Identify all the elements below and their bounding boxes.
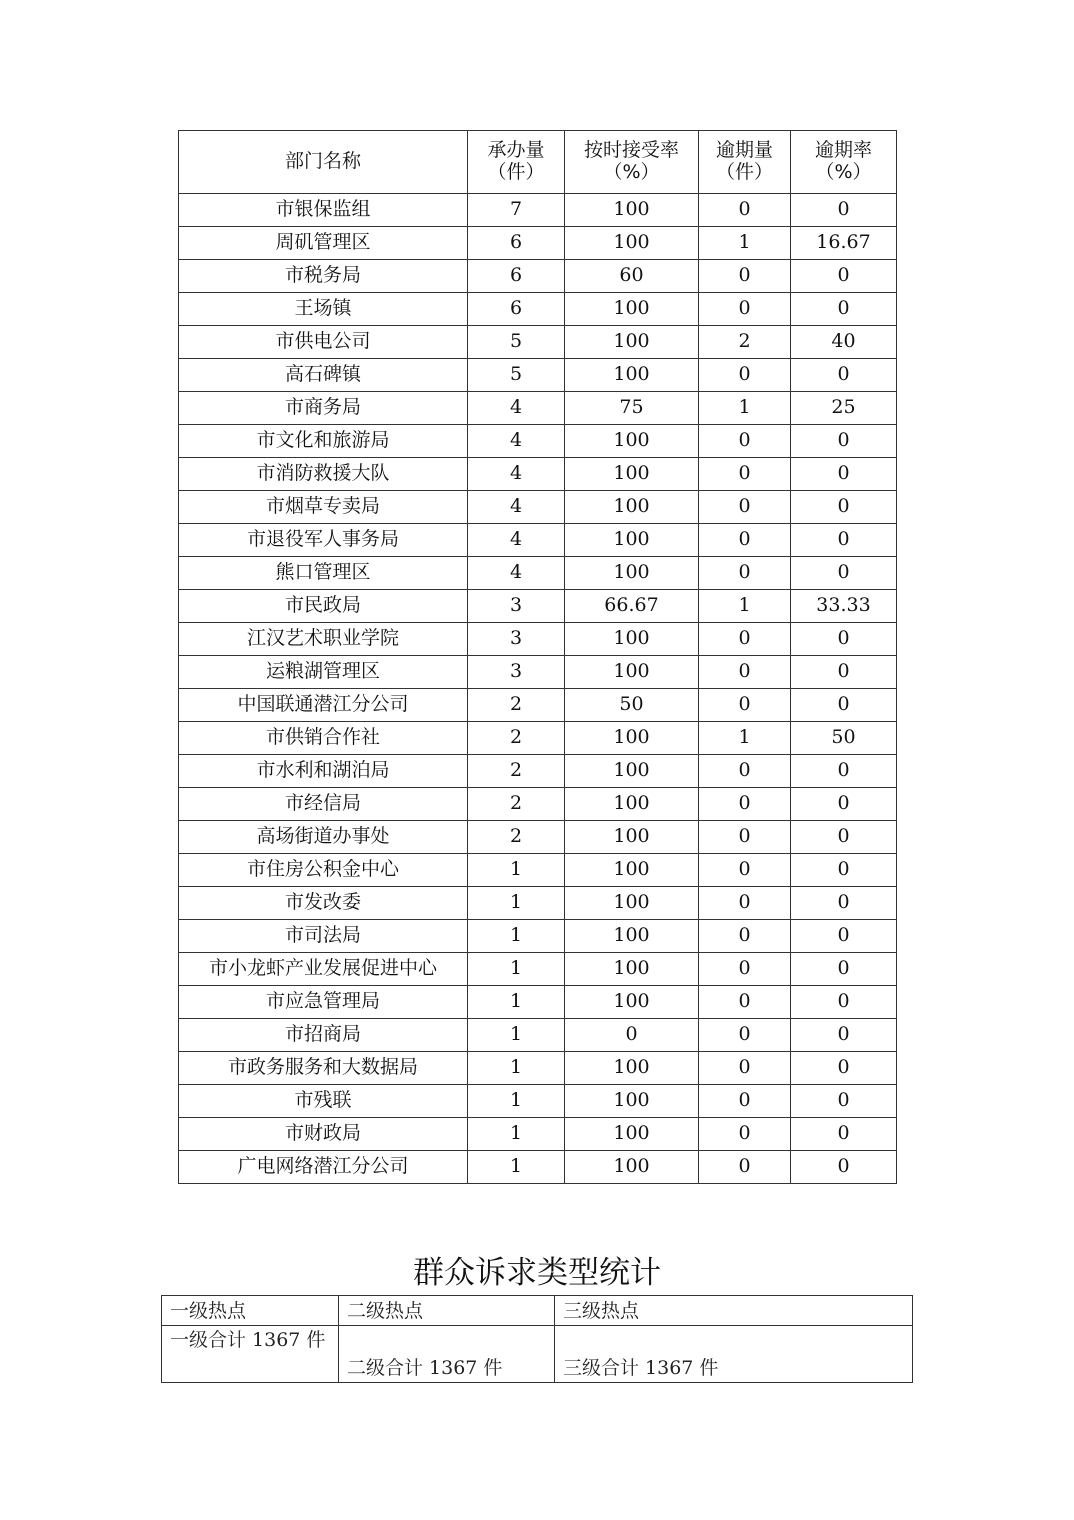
overdue-count: 0	[699, 689, 791, 722]
department-name: 市水利和湖泊局	[179, 755, 468, 788]
handled-count-header	[468, 131, 565, 194]
handled-count: 6	[468, 293, 565, 326]
table-row	[179, 1118, 897, 1151]
overdue-rate: 0	[791, 359, 897, 392]
table-row	[179, 920, 897, 953]
handled-count: 5	[468, 326, 565, 359]
handled-count: 1	[468, 1151, 565, 1184]
overdue-count: 0	[699, 755, 791, 788]
overdue-count: 0	[699, 260, 791, 293]
overdue-rate: 0	[791, 1019, 897, 1052]
header-row	[179, 131, 897, 194]
ontime-rate: 100	[565, 656, 699, 689]
ontime-rate: 100	[565, 326, 699, 359]
department-name: 市小龙虾产业发展促进中心	[179, 953, 468, 986]
department-name: 中国联通潜江分公司	[179, 689, 468, 722]
overdue-count: 0	[699, 293, 791, 326]
ontime-rate: 100	[565, 1052, 699, 1085]
ontime-rate: 100	[565, 1118, 699, 1151]
handled-count: 2	[468, 755, 565, 788]
department-name: 市银保监组	[179, 194, 468, 227]
department-name: 市消防救援大队	[179, 458, 468, 491]
overdue-rate: 0	[791, 425, 897, 458]
handled-count: 1	[468, 953, 565, 986]
handled-count: 1	[468, 986, 565, 1019]
overdue-rate-header	[791, 131, 897, 194]
overdue-count: 1	[699, 590, 791, 623]
overdue-count: 0	[699, 953, 791, 986]
section-title: 群众诉求类型统计	[413, 1255, 661, 1291]
handled-count: 1	[468, 920, 565, 953]
handled-count: 1	[468, 1118, 565, 1151]
overdue-count: 0	[699, 1151, 791, 1184]
table-row	[179, 1052, 897, 1085]
handled-count: 1	[468, 1019, 565, 1052]
department-name: 市商务局	[179, 392, 468, 425]
department-name: 王场镇	[179, 293, 468, 326]
department-name: 市政务服务和大数据局	[179, 1052, 468, 1085]
table-row	[179, 557, 897, 590]
department-name: 江汉艺术职业学院	[179, 623, 468, 656]
overdue-rate: 0	[791, 1118, 897, 1151]
department-name: 高场街道办事处	[179, 821, 468, 854]
table-row	[179, 194, 897, 227]
department-stats-table	[178, 130, 897, 1184]
overdue-rate: 0	[791, 293, 897, 326]
handled-count: 4	[468, 491, 565, 524]
department-name: 市烟草专卖局	[179, 491, 468, 524]
overdue-count: 0	[699, 1019, 791, 1052]
level3-total: 三级合计 1367 件	[555, 1326, 913, 1383]
ontime-rate-header-line2: （%）	[603, 161, 660, 183]
overdue-count: 0	[699, 623, 791, 656]
table-row	[179, 986, 897, 1019]
overdue-rate: 0	[791, 755, 897, 788]
overdue-rate: 0	[791, 689, 897, 722]
overdue-count: 1	[699, 392, 791, 425]
hotspot-type-table	[161, 1295, 913, 1383]
overdue-rate: 0	[791, 524, 897, 557]
level1-hotspot-header: 一级热点	[162, 1296, 339, 1326]
ontime-rate: 100	[565, 524, 699, 557]
handled-count: 6	[468, 227, 565, 260]
handled-count: 4	[468, 524, 565, 557]
overdue-rate: 0	[791, 953, 897, 986]
ontime-rate: 100	[565, 1151, 699, 1184]
ontime-rate: 100	[565, 854, 699, 887]
handled-count: 2	[468, 821, 565, 854]
hotspot-total-row	[162, 1326, 913, 1383]
overdue-count: 0	[699, 656, 791, 689]
department-name: 熊口管理区	[179, 557, 468, 590]
ontime-rate: 100	[565, 722, 699, 755]
department-name-header-line1: 部门名称	[284, 150, 361, 173]
table-row	[179, 524, 897, 557]
ontime-rate: 100	[565, 293, 699, 326]
overdue-rate: 0	[791, 557, 897, 590]
hotspot-header-row	[162, 1296, 913, 1326]
table-row	[179, 1019, 897, 1052]
table-row	[179, 392, 897, 425]
department-name: 市发改委	[179, 887, 468, 920]
department-name: 市招商局	[179, 1019, 468, 1052]
table-row	[179, 1085, 897, 1118]
handled-count: 2	[468, 689, 565, 722]
department-name: 运粮湖管理区	[179, 656, 468, 689]
overdue-count: 0	[699, 557, 791, 590]
overdue-count: 0	[699, 821, 791, 854]
overdue-rate: 0	[791, 821, 897, 854]
department-table-header	[179, 131, 897, 194]
overdue-rate: 0	[791, 656, 897, 689]
ontime-rate: 60	[565, 260, 699, 293]
ontime-rate: 100	[565, 986, 699, 1019]
handled-count: 2	[468, 788, 565, 821]
overdue-rate: 0	[791, 260, 897, 293]
overdue-count: 0	[699, 854, 791, 887]
table-row	[179, 821, 897, 854]
department-name: 市残联	[179, 1085, 468, 1118]
department-name: 市司法局	[179, 920, 468, 953]
overdue-count: 0	[699, 887, 791, 920]
table-row	[179, 590, 897, 623]
handled-count: 5	[468, 359, 565, 392]
ontime-rate: 100	[565, 953, 699, 986]
table-row	[179, 623, 897, 656]
overdue-rate: 0	[791, 1085, 897, 1118]
overdue-count: 0	[699, 920, 791, 953]
table-row	[179, 887, 897, 920]
ontime-rate: 100	[565, 623, 699, 656]
ontime-rate: 100	[565, 821, 699, 854]
overdue-rate-header-line1: 逾期率	[814, 139, 872, 162]
department-name: 市经信局	[179, 788, 468, 821]
overdue-rate: 0	[791, 920, 897, 953]
table-row	[179, 953, 897, 986]
overdue-rate: 0	[791, 788, 897, 821]
ontime-rate: 100	[565, 491, 699, 524]
overdue-rate: 33.33	[791, 590, 897, 623]
department-name: 市民政局	[179, 590, 468, 623]
table-row	[179, 359, 897, 392]
department-name: 广电网络潜江分公司	[179, 1151, 468, 1184]
department-name: 市退役军人事务局	[179, 524, 468, 557]
overdue-rate: 0	[791, 491, 897, 524]
overdue-rate: 0	[791, 1151, 897, 1184]
ontime-rate: 0	[565, 1019, 699, 1052]
table-row	[179, 689, 897, 722]
table-row	[179, 1151, 897, 1184]
department-name: 周矶管理区	[179, 227, 468, 260]
table-row	[179, 722, 897, 755]
department-name: 市住房公积金中心	[179, 854, 468, 887]
ontime-rate: 100	[565, 887, 699, 920]
ontime-rate: 66.67	[565, 590, 699, 623]
overdue-count: 0	[699, 458, 791, 491]
overdue-count-header	[699, 131, 791, 194]
overdue-count: 0	[699, 986, 791, 1019]
overdue-rate: 0	[791, 986, 897, 1019]
ontime-rate: 100	[565, 458, 699, 491]
department-name: 高石碑镇	[179, 359, 468, 392]
department-name: 市财政局	[179, 1118, 468, 1151]
ontime-rate-header-line1: 按时接受率	[583, 139, 679, 162]
handled-count: 1	[468, 887, 565, 920]
handled-count-header-line2: （件）	[487, 161, 545, 183]
table-row	[179, 227, 897, 260]
overdue-count-header-line2: （件）	[715, 161, 773, 183]
handled-count: 3	[468, 623, 565, 656]
overdue-rate: 0	[791, 854, 897, 887]
table-row	[179, 293, 897, 326]
overdue-count: 0	[699, 359, 791, 392]
ontime-rate: 100	[565, 359, 699, 392]
overdue-count-header-line1: 逾期量	[715, 139, 773, 162]
department-name: 市供电公司	[179, 326, 468, 359]
department-table-body	[179, 194, 897, 1184]
overdue-rate: 25	[791, 392, 897, 425]
overdue-rate: 0	[791, 887, 897, 920]
table-row	[179, 425, 897, 458]
handled-count-header-line1: 承办量	[487, 139, 545, 162]
overdue-rate: 0	[791, 458, 897, 491]
ontime-rate: 100	[565, 1085, 699, 1118]
overdue-count: 0	[699, 788, 791, 821]
handled-count: 2	[468, 722, 565, 755]
overdue-rate: 40	[791, 326, 897, 359]
overdue-count: 0	[699, 1085, 791, 1118]
overdue-count: 0	[699, 524, 791, 557]
ontime-rate: 100	[565, 425, 699, 458]
ontime-rate: 100	[565, 557, 699, 590]
handled-count: 1	[468, 1085, 565, 1118]
ontime-rate: 50	[565, 689, 699, 722]
overdue-rate-header-line2: （%）	[815, 161, 872, 183]
overdue-count: 0	[699, 491, 791, 524]
overdue-rate: 0	[791, 623, 897, 656]
ontime-rate: 100	[565, 227, 699, 260]
handled-count: 4	[468, 425, 565, 458]
handled-count: 4	[468, 458, 565, 491]
level1-total: 一级合计 1367 件	[162, 1326, 339, 1383]
department-name: 市税务局	[179, 260, 468, 293]
handled-count: 3	[468, 590, 565, 623]
ontime-rate: 100	[565, 920, 699, 953]
overdue-count: 0	[699, 194, 791, 227]
overdue-count: 1	[699, 227, 791, 260]
department-name: 市文化和旅游局	[179, 425, 468, 458]
table-row	[179, 326, 897, 359]
overdue-rate: 16.67	[791, 227, 897, 260]
ontime-rate: 75	[565, 392, 699, 425]
table-row	[179, 854, 897, 887]
level2-total: 二级合计 1367 件	[339, 1326, 555, 1383]
table-row	[179, 491, 897, 524]
overdue-count: 1	[699, 722, 791, 755]
table-row	[179, 788, 897, 821]
table-row	[179, 755, 897, 788]
handled-count: 6	[468, 260, 565, 293]
handled-count: 4	[468, 392, 565, 425]
ontime-rate-header	[565, 131, 699, 194]
level3-hotspot-header: 三级热点	[555, 1296, 913, 1326]
table-row	[179, 656, 897, 689]
table-row	[179, 260, 897, 293]
overdue-rate: 50	[791, 722, 897, 755]
table-row	[179, 458, 897, 491]
overdue-count: 0	[699, 425, 791, 458]
overdue-count: 2	[699, 326, 791, 359]
handled-count: 4	[468, 557, 565, 590]
ontime-rate: 100	[565, 788, 699, 821]
ontime-rate: 100	[565, 755, 699, 788]
handled-count: 1	[468, 854, 565, 887]
department-name-header	[179, 131, 468, 194]
department-name: 市供销合作社	[179, 722, 468, 755]
overdue-count: 0	[699, 1052, 791, 1085]
department-name: 市应急管理局	[179, 986, 468, 1019]
level2-hotspot-header: 二级热点	[339, 1296, 555, 1326]
handled-count: 3	[468, 656, 565, 689]
handled-count: 1	[468, 1052, 565, 1085]
overdue-rate: 0	[791, 194, 897, 227]
ontime-rate: 100	[565, 194, 699, 227]
overdue-count: 0	[699, 1118, 791, 1151]
overdue-rate: 0	[791, 1052, 897, 1085]
handled-count: 7	[468, 194, 565, 227]
